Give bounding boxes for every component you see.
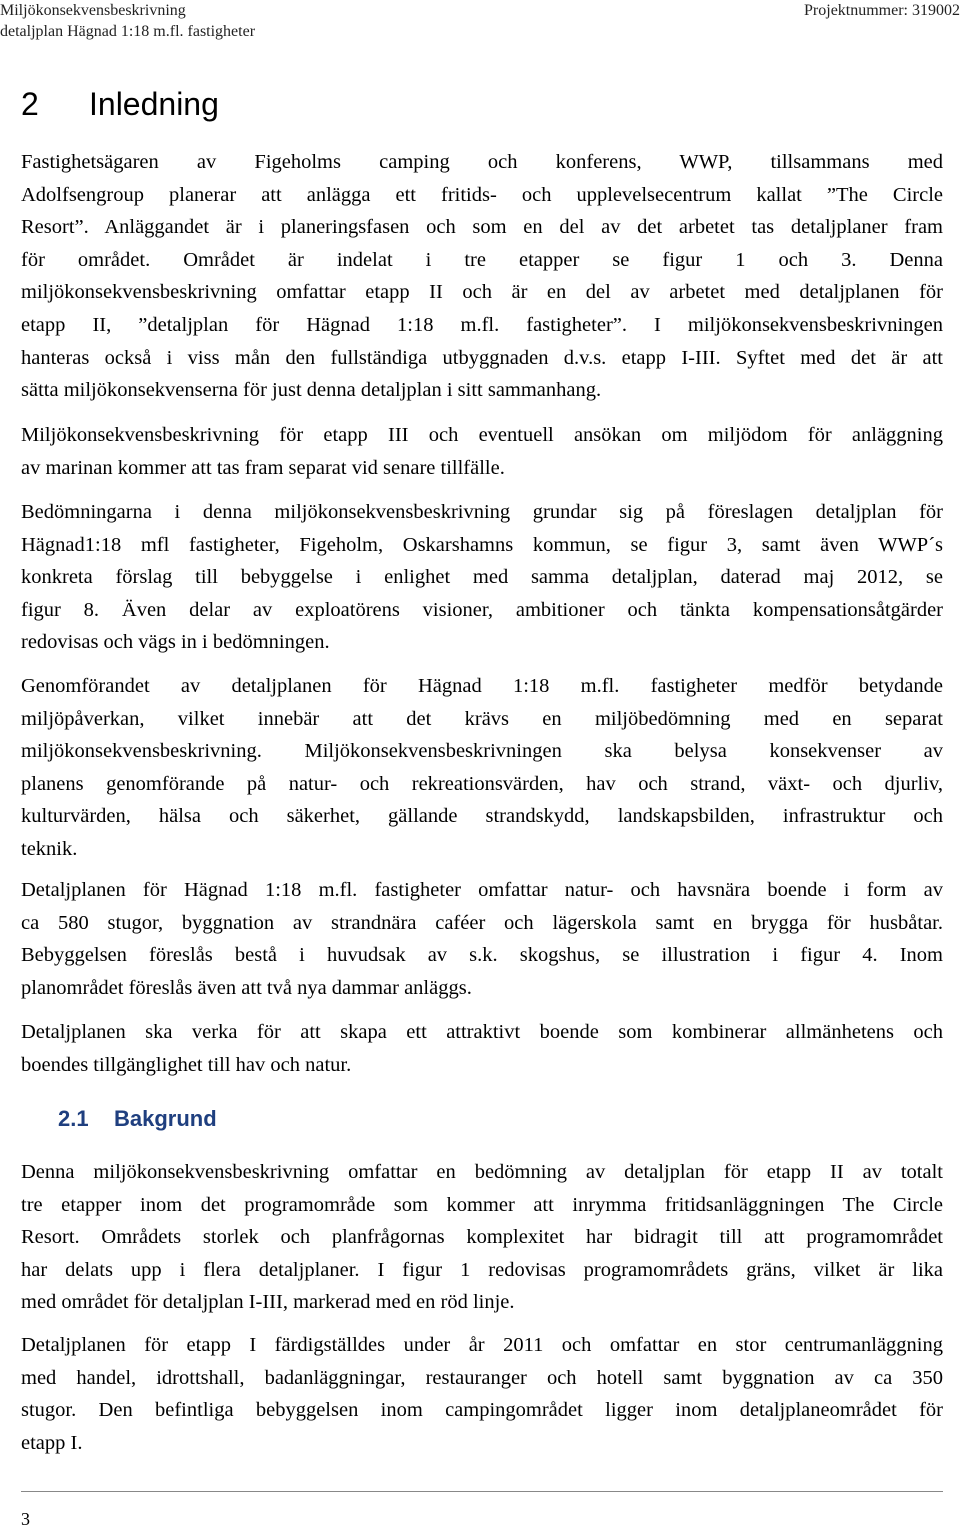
paragraph-line: miljöpåverkan, vilket innebär att det krävs en miljöbedömning med en separat: [21, 707, 943, 730]
paragraph-line: Detaljplanen ska verka för att skapa ett attraktivt boende som kombinerar allmänhetens och: [21, 1021, 943, 1043]
paragraph-line: Detaljplanen för Hägnad 1:18 m.fl. fastigheter omfattar natur- och havsnära boende i form av: [21, 879, 943, 901]
chapter-title: Inledning: [89, 86, 219, 122]
paragraph-3: [21, 496, 943, 659]
paragraph-line: har delats upp i flera detaljplaner. I figur 1 redovisas programområdets gräns, vilket är lika: [21, 1258, 943, 1281]
paragraph-line: för området. Området är indelat i tre etapper se figur 1 och 3. Denna: [21, 248, 943, 271]
paragraph-line: etapp I.: [21, 1431, 83, 1454]
header-project-number: Projektnummer: 319002: [804, 2, 960, 19]
paragraph-line: Bebyggelsen föreslås bestå i huvudsak av s.k. skogshus, se illustration i figur 4. Inom: [21, 944, 943, 967]
paragraph-1: [21, 146, 943, 407]
paragraph-4: [21, 670, 943, 866]
paragraph-line: kulturvärden, hälsa och säkerhet, gällande strandskydd, landskapsbilden, infrastruktur och: [21, 805, 943, 828]
paragraph-line: redovisas och vägs in i bedömningen.: [21, 631, 330, 654]
paragraph-line: Resort. Områdets storlek och planfrågornas komplexitet har bidragit till att programområdet: [21, 1226, 943, 1249]
paragraph-line: Hägnad1:18 mfl fastigheter, Figeholm, Oskarshamns kommun, se figur 3, samt även WWP´s: [21, 533, 943, 556]
paragraph-line: planområdet föreslås även att två nya dammar anläggs.: [21, 976, 472, 999]
footer-divider: [21, 1491, 943, 1492]
section-paragraph-1: [21, 1156, 943, 1319]
paragraph-line: Bedömningarna i denna miljökonsekvensbeskrivning grundar sig på föreslagen detaljplan för: [21, 501, 943, 523]
page-number: 3: [21, 1509, 30, 1529]
paragraph-line: tre etapper inom det programområde som kommer att inrymma fritidsanläggningen The Circle: [21, 1193, 943, 1216]
paragraph-line: boendes tillgänglighet till hav och natur.: [21, 1053, 352, 1076]
paragraph-2: [21, 419, 943, 484]
paragraph-line: sätta miljökonsekvenserna för just denna detaljplan i sitt sammanhang.: [21, 379, 602, 402]
paragraph-line: av marinan kommer att tas fram separat vid senare tillfälle.: [21, 456, 505, 479]
paragraph-line: teknik.: [21, 837, 78, 860]
section-heading: [58, 1103, 217, 1135]
paragraph-line: Adolfsengroup planerar att anlägga ett fritids- och upplevelsecentrum kallat ”The Circle: [21, 183, 943, 206]
paragraph-6: [21, 1016, 943, 1081]
paragraph-line: ca 580 stugor, byggnation av strandnära caféer och lägerskola samt en brygga för husbåtar.: [21, 911, 943, 934]
paragraph-line: Fastighetsägaren av Figeholms camping och konferens, WWP, tillsammans med: [21, 151, 943, 173]
chapter-number: 2: [21, 86, 39, 122]
paragraph-line: konkreta förslag till bebyggelse i enlighet med samma detaljplan, daterad maj 2012, se: [21, 566, 943, 589]
section-paragraph-2: [21, 1329, 943, 1459]
chapter-heading: [21, 84, 219, 124]
paragraph-5: [21, 874, 943, 1004]
paragraph-line: Miljökonsekvensbeskrivning för etapp III och eventuell ansökan om miljödom för anläggning: [21, 424, 943, 446]
paragraph-line: hanteras också i viss mån den fullständiga utbyggnaden d.v.s. etapp I-III. Syftet med det är att: [21, 346, 943, 369]
paragraph-line: Resort”. Anläggandet är i planeringsfasen och som en del av det arbetet tas detaljplaner fram: [21, 216, 943, 239]
paragraph-line: figur 8. Även delar av exploatörens visioner, ambitioner och tänkta kompensationsåtgärder: [21, 598, 943, 621]
paragraph-line: etapp II, ”detaljplan för Hägnad 1:18 m.fl. fastigheter”. I miljökonsekvensbeskrivningen: [21, 313, 943, 336]
running-header-left: [0, 0, 255, 42]
paragraph-line: Genomförandet av detaljplanen för Hägnad 1:18 m.fl. fastigheter medför betydande: [21, 675, 943, 697]
section-title: Bakgrund: [114, 1106, 217, 1131]
paragraph-line: miljökonsekvensbeskrivning omfattar etapp II och är en del av arbetet med detaljplanen för: [21, 281, 943, 304]
paragraph-line: Denna miljökonsekvensbeskrivning omfattar en bedömning av detaljplan för etapp II av totalt: [21, 1161, 943, 1183]
paragraph-line: med området för detaljplan I-III, markerad med en röd linje.: [21, 1291, 515, 1314]
header-plan-name: detaljplan Hägnad 1:18 m.fl. fastigheter: [0, 23, 256, 40]
paragraph-line: med handel, idrottshall, badanläggningar, restauranger och hotell samt byggnation av ca 350: [21, 1366, 943, 1389]
running-header-right: [804, 0, 960, 21]
paragraph-line: Detaljplanen för etapp I färdigställdes under år 2011 och omfattar en stor centrumanläggning: [21, 1334, 943, 1356]
section-number: 2.1: [58, 1106, 89, 1131]
paragraph-line: planens genomförande på natur- och rekreationsvärden, hav och strand, växt- och djurliv,: [21, 772, 943, 795]
header-doc-title: Miljökonsekvensbeskrivning: [0, 2, 186, 19]
paragraph-line: miljökonsekvensbeskrivning. Miljökonsekvensbeskrivningen ska belysa konsekvenser av: [21, 740, 943, 763]
paragraph-line: stugor. Den befintliga bebyggelsen inom campingområdet ligger inom detaljplaneområdet för: [21, 1399, 943, 1422]
